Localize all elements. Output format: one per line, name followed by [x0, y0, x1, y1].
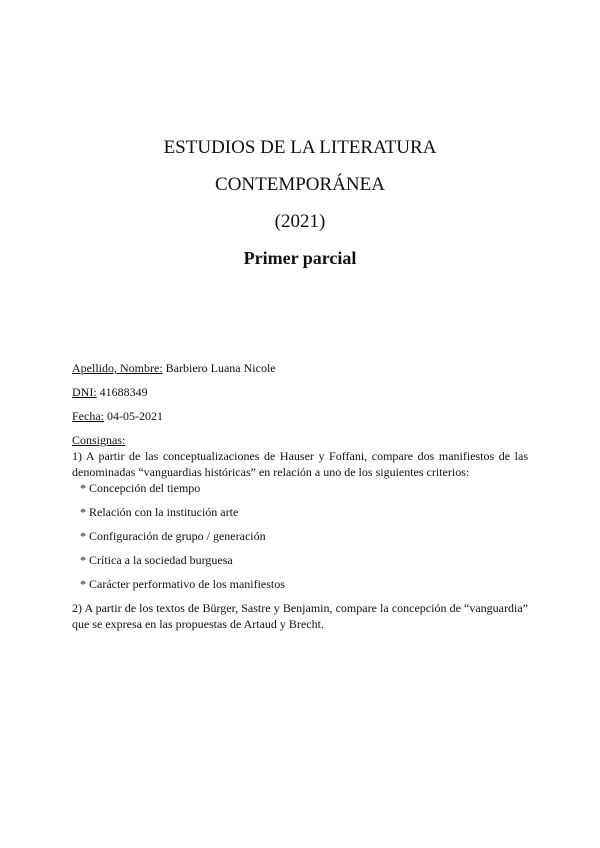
title-block	[0, 136, 600, 269]
date-field	[72, 408, 528, 424]
dni-field	[72, 384, 528, 400]
question-1: 1) A partir de las conceptualizaciones de Hauser y Foffani, compare dos manifiestos de las denominadas “vanguardias históricas” en relación a uno de los siguientes criterios:	[72, 449, 528, 479]
consignas-label: Consignas:	[72, 433, 126, 447]
criterion-item: * Carácter performativo de los manifiestos	[80, 577, 285, 591]
title-line-1: ESTUDIOS DE LA LITERATURA	[163, 137, 437, 158]
criterion-item: * Crítica a la sociedad burguesa	[80, 553, 233, 567]
body-block	[72, 360, 528, 632]
criterion-item: * Relación con la institución arte	[80, 505, 239, 519]
criterion-item: * Concepción del tiempo	[80, 481, 201, 495]
date-label: Fecha:	[72, 409, 104, 423]
date-value: 04-05-2021	[104, 409, 163, 423]
title-line-2: CONTEMPORÁNEA	[215, 174, 385, 195]
dni-label: DNI:	[72, 385, 97, 399]
name-label: Apellido, Nombre:	[72, 361, 163, 375]
name-value: Barbiero Luana Nicole	[162, 361, 276, 375]
name-field	[72, 360, 528, 376]
title-year: (2021)	[274, 211, 326, 232]
question-2: 2) A partir de los textos de Bürger, Sastre y Benjamin, compare la concepción de “vanguardia” que se expresa en las propuestas de Artaud y Brecht.	[72, 601, 528, 631]
dni-value: 41688349	[96, 385, 148, 399]
criterion-item: * Configuración de grupo / generación	[80, 529, 266, 543]
subtitle: Primer parcial	[243, 248, 357, 268]
